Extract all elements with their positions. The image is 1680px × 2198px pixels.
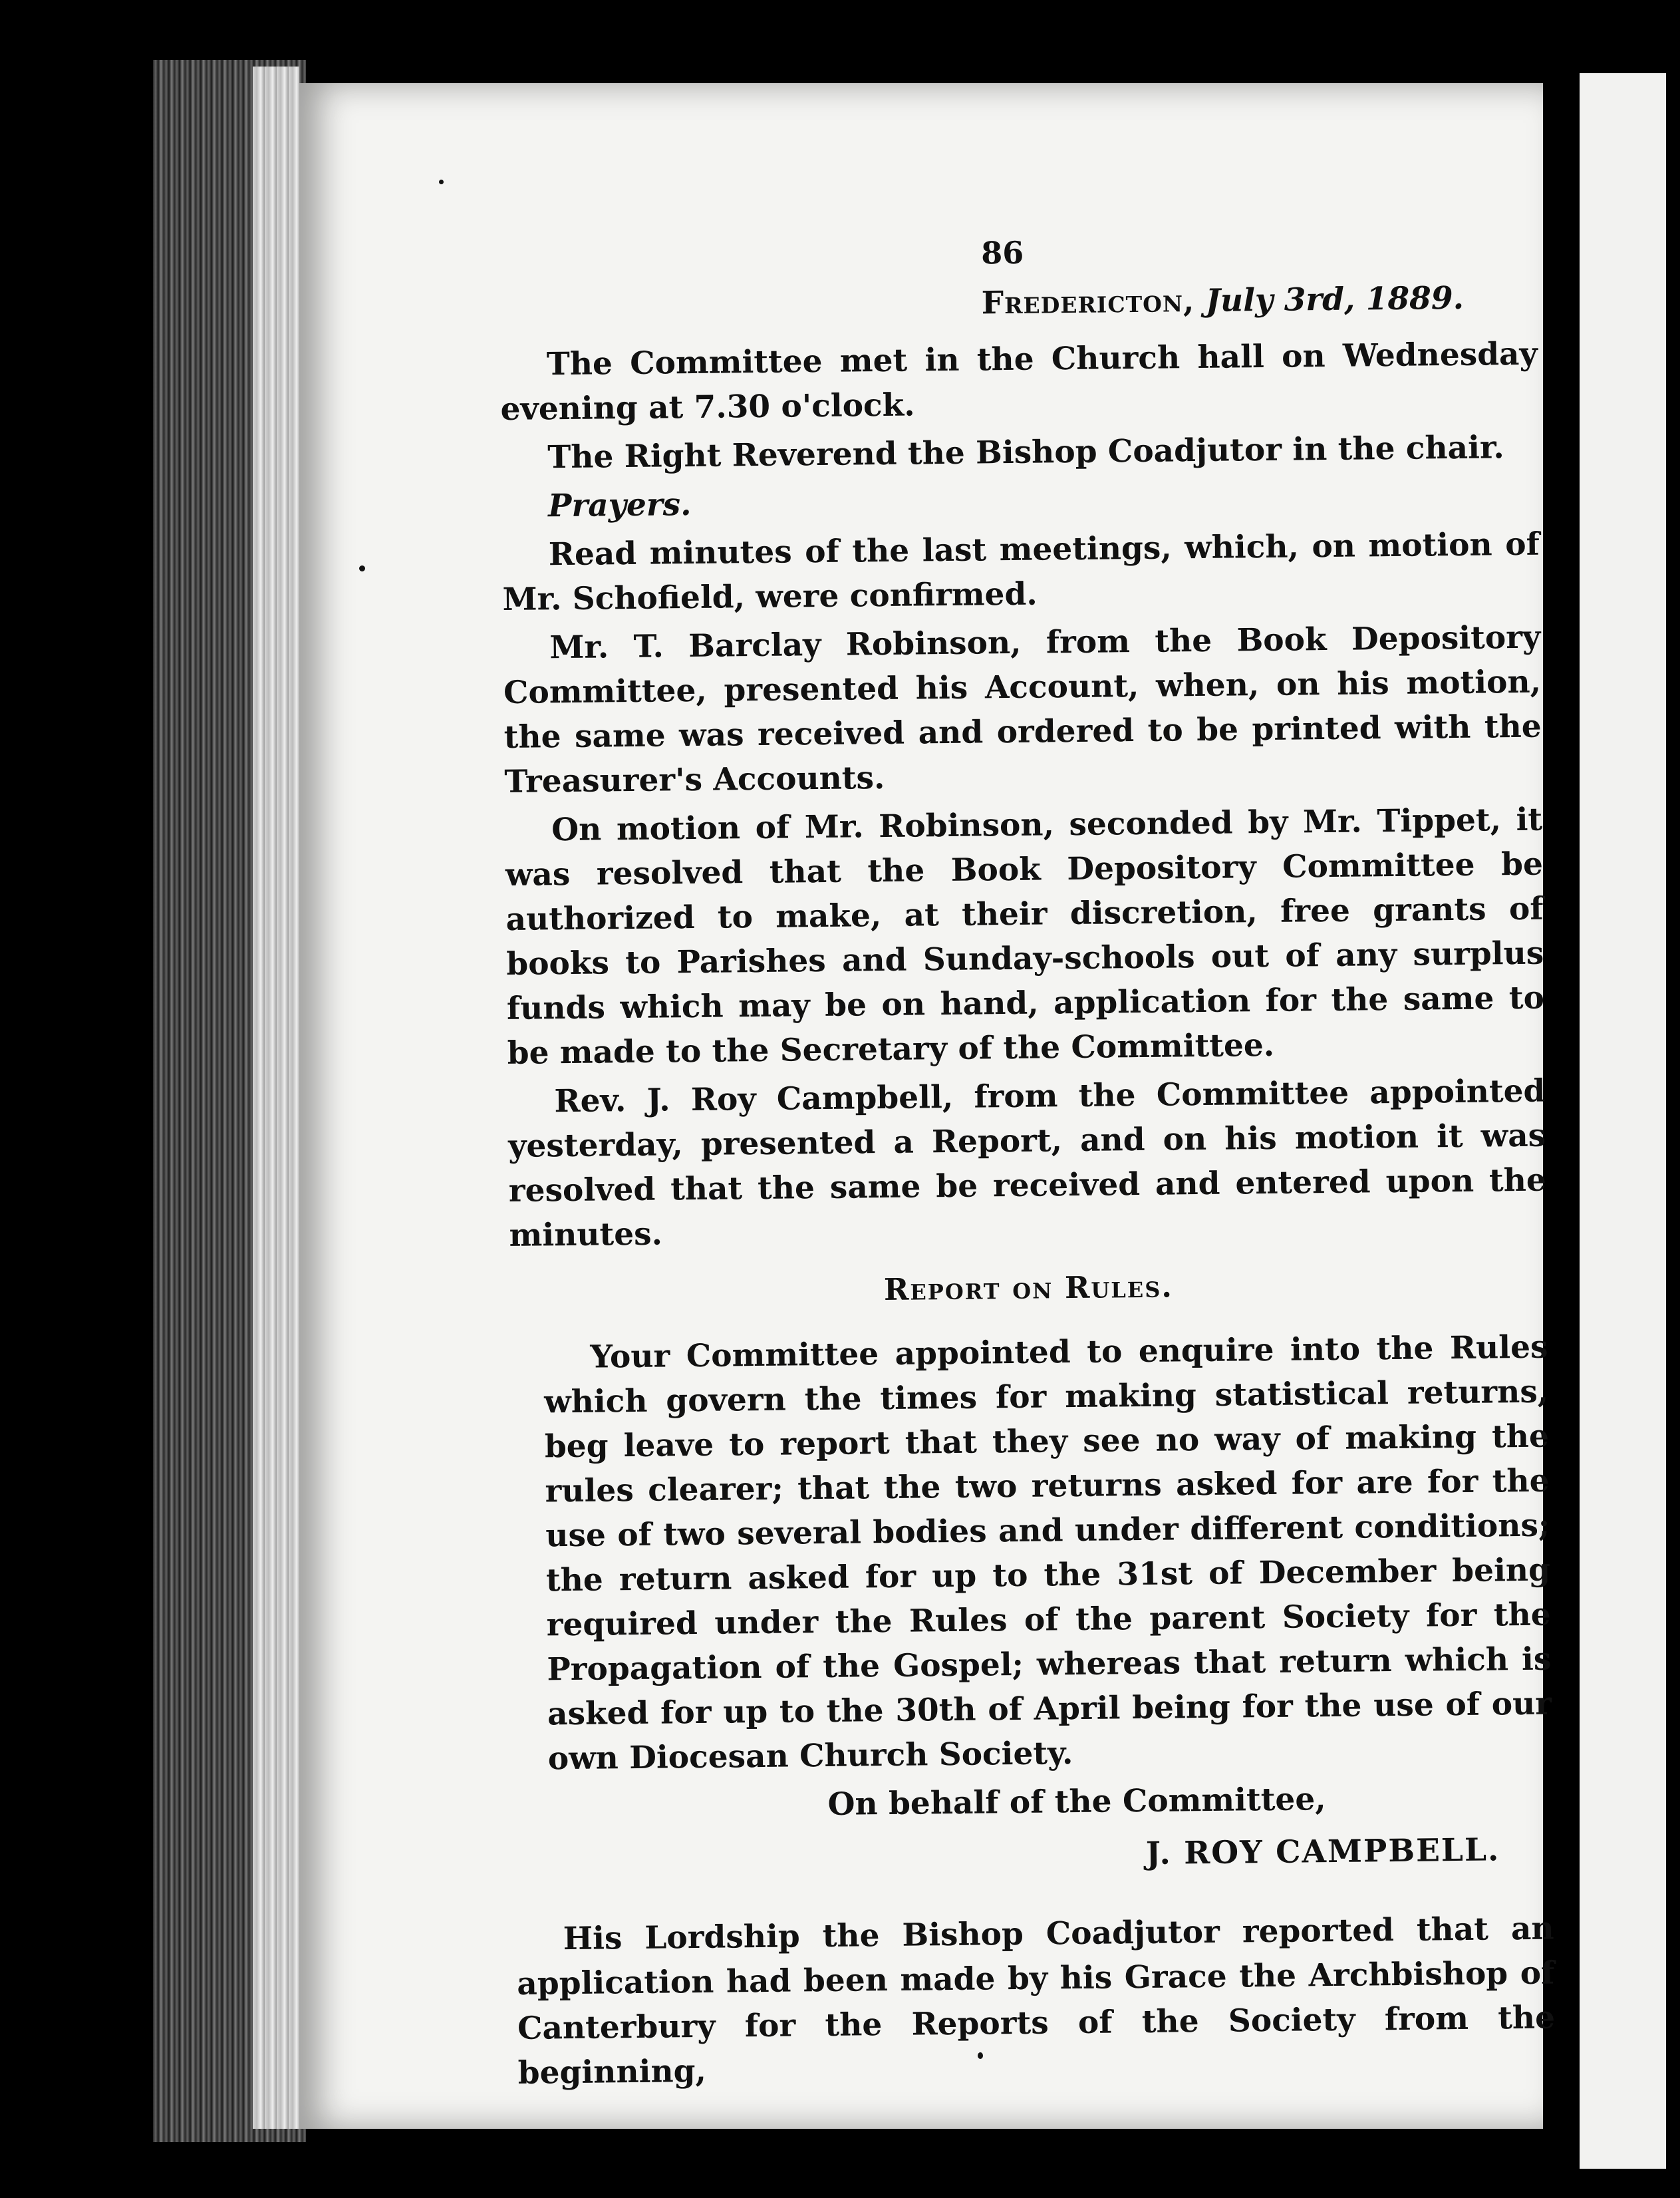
paragraph-book-depository-account: Mr. T. Barclay Robinson, from the Book Depository Committee, presented his Account, when, on his motion, the same was received and ordered to be printed with the Treasurer's Accounts.	[503, 619, 1542, 800]
report-signature: J. ROY CAMPBELL.	[1145, 1831, 1500, 1872]
ink-speck	[359, 565, 365, 571]
report-heading: Report on Rules.	[883, 1269, 1174, 1308]
ink-speck	[439, 180, 444, 184]
dateline-place: Fredericton,	[981, 283, 1195, 322]
page-number: 86	[980, 234, 1024, 271]
report-behalf: On behalf of the Committee,	[827, 1781, 1326, 1823]
dateline	[499, 275, 1538, 331]
report-block	[510, 1325, 1554, 1883]
paragraph-grants-motion: On motion of Mr. Robinson, seconded by Mr. Tippet, it was resolved that the Book Depository Committee be authorized to make, at their discretion, free grants of books to Parishes and Sunday-schools out of any surplus funds which may be on hand, application for the same to be made to the Secretary of the Committee.	[505, 801, 1545, 1072]
ink-speck	[978, 2052, 983, 2059]
page-content	[499, 236, 1556, 2100]
paragraph-archbishop-request: His Lordship the Bishop Coadjutor reported that an application had been made by his Grace the Archbishop of Canterbury for the Reports of the Society from the beginning,	[517, 1910, 1556, 2092]
page-stack-inner-edges	[253, 67, 299, 2129]
report-body: Your Committee appointed to enquire into the Rules which govern the times for making statistical returns, beg leave to report that they see no way of making the rules clearer; that the two returns asked for are for the use of two several bodies and under different conditions; the return asked for up to the 31st of December being required under the Rules of the parent Society for the Propagation of the Gospel; whereas that return which is asked for up to the 30th of April being for the use of our own Diocesan Church Society.	[543, 1329, 1552, 1778]
facing-page-edge	[1580, 73, 1666, 2169]
dateline-date: July 3rd, 1889.	[1205, 279, 1465, 319]
paragraph-minutes: Read minutes of the last meetings, which, on motion of Mr. Schofield, were confirmed.	[502, 526, 1540, 618]
paragraph-chair: The Right Reverend the Bishop Coadjutor in the chair.	[547, 429, 1505, 476]
paragraph-prayers: Prayers.	[547, 486, 692, 525]
paragraph-committee-met: The Committee met in the Church hall on Wednesday evening at 7.30 o'clock.	[500, 335, 1538, 428]
paragraph-campbell-report: Rev. J. Roy Campbell, from the Committee appointed yesterday, presented a Report, and on his motion it was resolved that the same be received and entered upon the minutes.	[507, 1072, 1547, 1254]
